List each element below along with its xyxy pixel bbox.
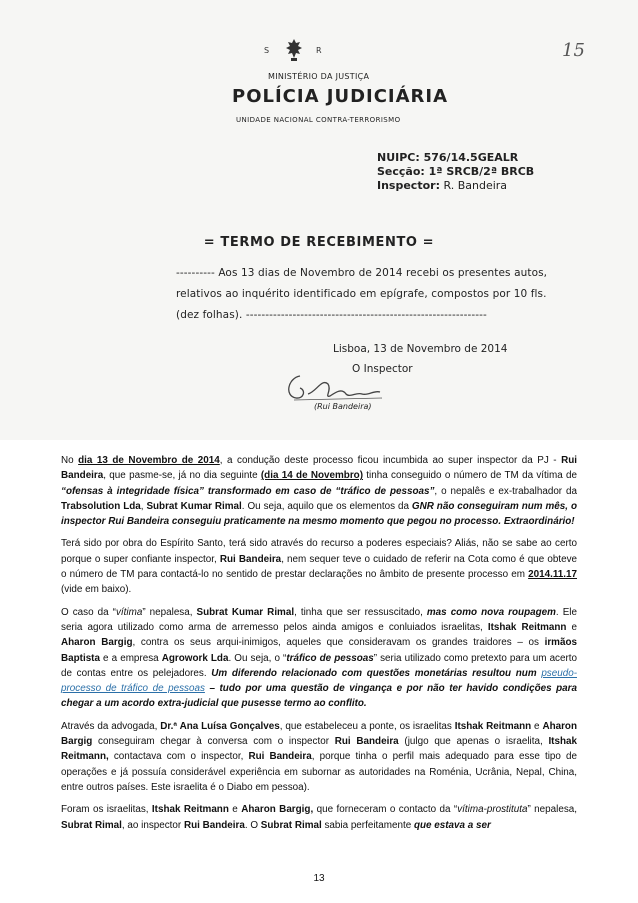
article-text	[61, 453, 577, 840]
seccao: Secção: 1ª SRCB/2ª BRCB	[377, 165, 535, 178]
signer-role: O Inspector	[352, 363, 413, 375]
paragraph-5: Foram os israelitas, Itshak Reitmann e Aharon Bargig, que forneceram o contacto da “vítima-prostituta” nepalesa, Subrat Rimal, ao inspector Rui Bandeira. O Subrat Rimal sabia perfeitamente que estava a ser	[61, 804, 577, 831]
paragraph-1: No dia 13 de Novembro de 2014, a condução deste processo ficou incumbida ao super inspector da PJ - Rui Bandeira, que pasme-se, já no dia seguinte (dia 14 de Novembro) tinha conseguido o número de TM da vítima de “ofensas à integridade física” transformado em caso de “tráfico de pessoas”, o nepalês e ex-trabalhador da Trabsolution Lda, Subrat Kumar Rimal. Ou seja, aquilo que os elementos da GNR não conseguiram num mês, o inspector Rui Bandeira conseguiu praticamente na mesmo momento que pegou no processo. Extraordinário!	[61, 455, 577, 528]
emblem-letter-right: R	[316, 46, 322, 55]
scanned-document	[0, 0, 638, 440]
scan-text-line-2: relativos ao inquérito identificado em epígrafe, compostos por 10 fls.	[176, 288, 547, 300]
paragraph-4: Através da advogada, Dr.ª Ana Luísa Gonçalves, que estabeleceu a ponte, os israelitas Itshak Reitmann e Aharon Bargig conseguiram chegar à conversa com o inspector Rui Bandeira (julgo que apenas o israelita, Itshak Reitmann, contactava com o inspector, Rui Bandeira, porque tinha o perfil mais adequado para esse tipo de operações e já possuía considerável experiência em subornar as autoridades na Roménia, Ucrânia, Nepal, China, entre outros países. Este israelita é o Diabo em pessoa).	[61, 720, 577, 793]
coat-of-arms-icon	[284, 38, 304, 62]
signer-name: (Rui Bandeira)	[314, 402, 372, 411]
paragraph-3: O caso da “vítima” nepalesa, Subrat Kumar Rimal, tinha que ser ressuscitado, mas como nova roupagem. Ele seria agora utilizado como arma de arremesso pelos ainda amigos e conluiados israelitas, Itshak Reitmann e Aharon Bargig, contra os seus arqui-inimigos, aqueles que consideravam os grandes traidores – os irmãos Baptista e a empresa Agrowork Lda. Ou seja, o “tráfico de pessoas” seria utilizado como pretexto para um acerto de contas entre os pelejadores. Um diferendo relacionado com questões monetárias resultou num pseudo-processo de tráfico de pessoas – tudo por uma questão de vingança e por não ter havido condições para chegar a um acordo extra-judicial que pusesse termo ao conflito.	[61, 606, 578, 710]
paragraph-2: Terá sido por obra do Espírito Santo, terá sido através do recurso a poderes especiais? Aliás, não se sabe ao certo porque o super confiante inspector, Rui Bandeira, nem sequer teve o cuidado de referir na Cota como é que obteve o número de TM para contactá-lo no sentido de prestar declarações no âmbito de presente processo em 2014.11.17 (vide em baixo).	[61, 538, 577, 596]
document-date: Lisboa, 13 de Novembro de 2014	[333, 343, 508, 355]
handwritten-page-mark: 15	[562, 40, 585, 61]
handwritten-signature	[270, 370, 390, 406]
police-name: POLÍCIA JUDICIÁRIA	[232, 86, 449, 107]
scan-text-line-1: ---------- Aos 13 dias de Novembro de 2014 recebi os presentes autos,	[176, 267, 548, 279]
pseudo-process-link[interactable]: pseudo-processo de tráfico de pessoas	[61, 667, 577, 695]
unit-name: UNIDADE NACIONAL CONTRA-TERRORISMO	[236, 116, 401, 124]
document-title: = TERMO DE RECEBIMENTO =	[203, 235, 435, 250]
page-number: 13	[313, 873, 325, 884]
nuipc: NUIPC: 576/14.5GEALR	[377, 151, 519, 164]
emblem-letter-left: S	[264, 46, 270, 55]
scan-text-line-3: (dez folhas). --------------------------------------------------------------	[176, 309, 487, 321]
ministry-name: MINISTÉRIO DA JUSTIÇA	[268, 72, 370, 81]
inspector-line: Inspector: R. Bandeira	[377, 179, 508, 192]
